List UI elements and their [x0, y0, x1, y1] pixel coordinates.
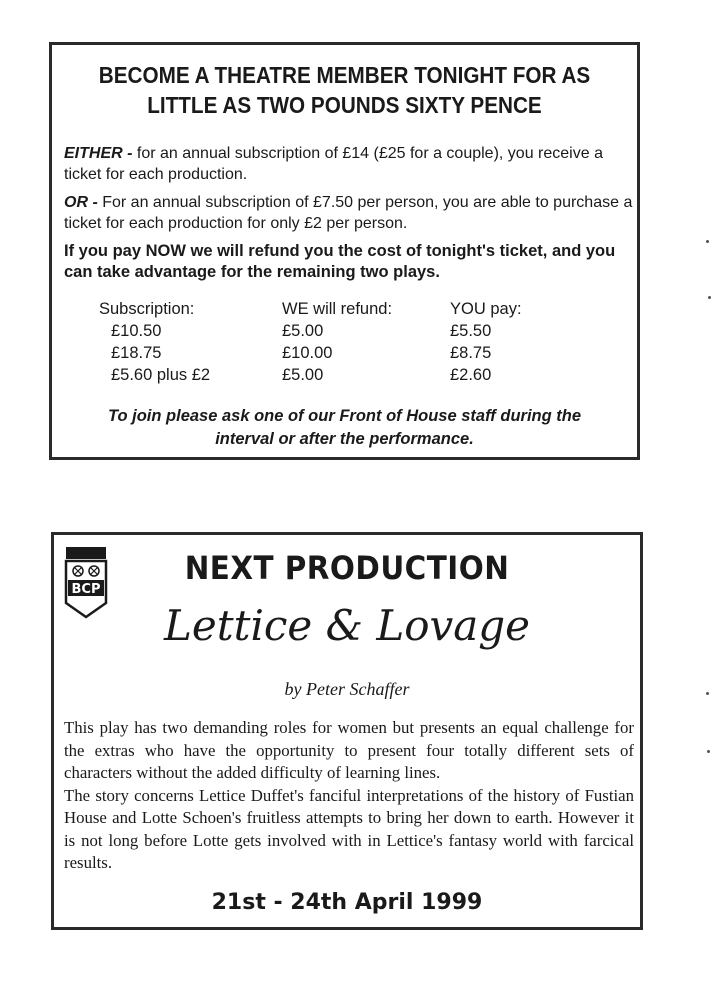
logo-text: BCP — [71, 582, 101, 597]
subscription-column — [99, 298, 210, 386]
either-lead: EITHER - — [64, 145, 133, 162]
either-paragraph — [64, 143, 639, 185]
membership-heading — [81, 60, 608, 120]
pay-now-paragraph: If you pay NOW we will refund you the cost of tonight's ticket, and you can take advantage for the remaining two plays. — [64, 242, 616, 281]
membership-heading-line1: BECOME A THEATRE MEMBER TONIGHT FOR AS — [98, 62, 591, 88]
description-paragraph-1: This play has two demanding roles for women but presents an equal challenge for the extras who have the opportunity to present four totally different sets of characters without the added difficulty of learning lines. — [64, 718, 634, 782]
subscription-cell: £10.50 — [111, 322, 162, 340]
refund-cell: £5.00 — [282, 322, 324, 340]
refund-column — [282, 298, 392, 386]
you-pay-header: YOU pay: — [450, 300, 522, 318]
join-instructions — [52, 405, 637, 451]
join-line1: To join please ask one of our Front of House staff during the — [107, 407, 582, 425]
subscription-cell: £5.60 plus £2 — [111, 366, 211, 384]
you-pay-cell: £5.50 — [450, 322, 492, 340]
or-text: For an annual subscription of £7.50 per person, you are able to purchase a ticket for each production for only £2 per person. — [64, 194, 633, 232]
next-production-box — [51, 532, 643, 930]
subscription-cell: £18.75 — [111, 344, 162, 362]
play-description — [64, 717, 634, 875]
next-production-heading: NEXT PRODUCTION — [184, 549, 510, 587]
play-title: Lettice & Lovage — [163, 601, 531, 650]
refund-cell: £5.00 — [282, 366, 324, 384]
membership-box — [49, 42, 640, 460]
refund-header: WE will refund: — [282, 300, 393, 318]
scan-speck — [706, 692, 709, 695]
scan-speck — [706, 240, 709, 243]
scan-speck — [707, 750, 710, 753]
performance-dates: 21st - 24th April 1999 — [211, 890, 483, 915]
you-pay-cell: £8.75 — [450, 344, 492, 362]
scan-speck — [708, 296, 711, 299]
refund-cell: £10.00 — [282, 344, 333, 362]
join-line2: interval or after the performance. — [215, 430, 474, 448]
or-lead: OR - — [64, 194, 98, 211]
or-paragraph — [64, 192, 639, 234]
you-pay-cell: £2.60 — [450, 366, 492, 384]
you-pay-column — [450, 298, 522, 386]
either-text: for an annual subscription of £14 (£25 for a couple), you receive a ticket for each production. — [64, 145, 603, 183]
author-byline: by Peter Schaffer — [284, 679, 410, 699]
subscription-header: Subscription: — [99, 300, 195, 318]
description-paragraph-2: The story concerns Lettice Duffet's fanciful interpretations of the history of Fustian House and Lotte Schoen's fruitless attempts to bring her down to earth. However it is not long before Lotte gets involved with in Lettice's fantasy world with farcical results. — [64, 785, 634, 872]
membership-heading-line2: LITTLE AS TWO POUNDS SIXTY PENCE — [147, 92, 542, 118]
